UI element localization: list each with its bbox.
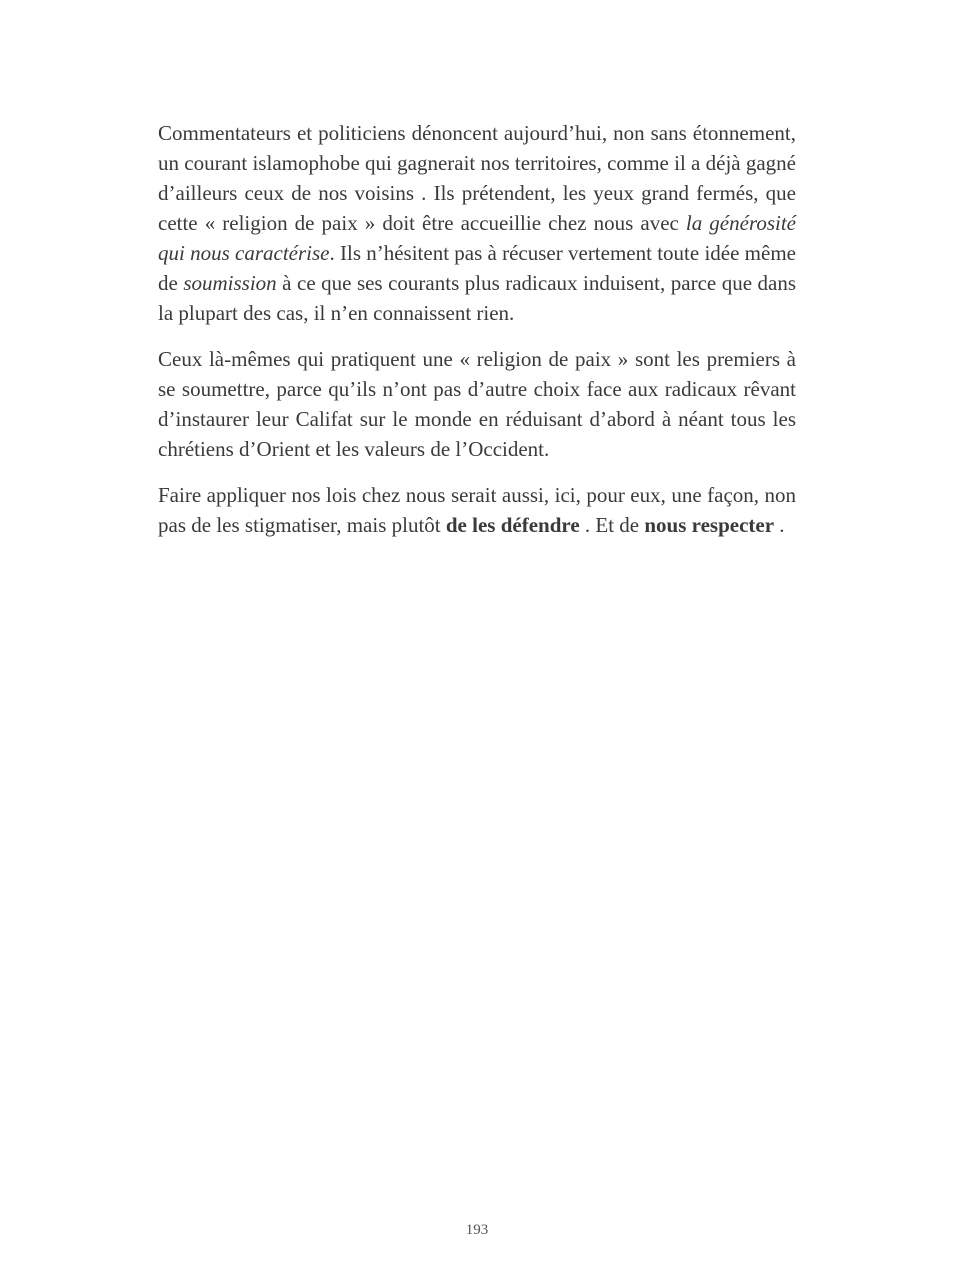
paragraph-3-bold-phrase-1: de les défendre [445, 513, 580, 537]
page-number: 193 [465, 1222, 489, 1238]
paragraph-3-bold-phrase-2: nous respecter [644, 513, 775, 537]
paragraph-3-segment-5: . [774, 513, 785, 537]
paragraph-2 [158, 344, 796, 464]
paragraph-2-text: Ceux là-mêmes qui pratiquent une « religion de paix » sont les premiers à se soumettre, parce qu’ils n’ont pas d’autre choix face aux radicaux rêvant d’instaurer leur Califat sur le monde en réduisant d’abord à néant tous les chrétiens d’Orient et les valeurs de l’Occident. [158, 347, 796, 461]
paragraph-3 [158, 480, 796, 540]
paragraph-1-segment-1: Commentateurs et politiciens dénoncent aujourd’hui, non sans étonnement, un courant islamophobe qui gagnerait nos territoires, comme il a déjà gagné d’ailleurs ceux de nos voisins . Ils prétendent, les yeux grand fermés, que cette « religion de paix » doit être accueillie chez nous avec [158, 121, 796, 235]
paragraph-1 [158, 118, 796, 328]
paragraph-1-segment-3: . Ils n’hésitent pas à récuser vertement toute idée même de [158, 241, 796, 295]
body-text [158, 118, 796, 556]
paragraph-3-segment-3: . Et de [579, 513, 645, 537]
paragraph-3-segment-1: Faire appliquer nos lois chez nous serait aussi, ici, pour eux, une façon, non pas de les stigmatiser, mais plutôt [158, 483, 796, 537]
paragraph-1-italic-phrase: la générosité qui nous caractérise [158, 211, 797, 265]
paragraph-1-italic-word: soumission [183, 271, 277, 295]
paragraph-1-segment-5: à ce que ses courants plus radicaux induisent, parce que dans la plupart des cas, il n’en connaissent rien. [158, 271, 797, 325]
